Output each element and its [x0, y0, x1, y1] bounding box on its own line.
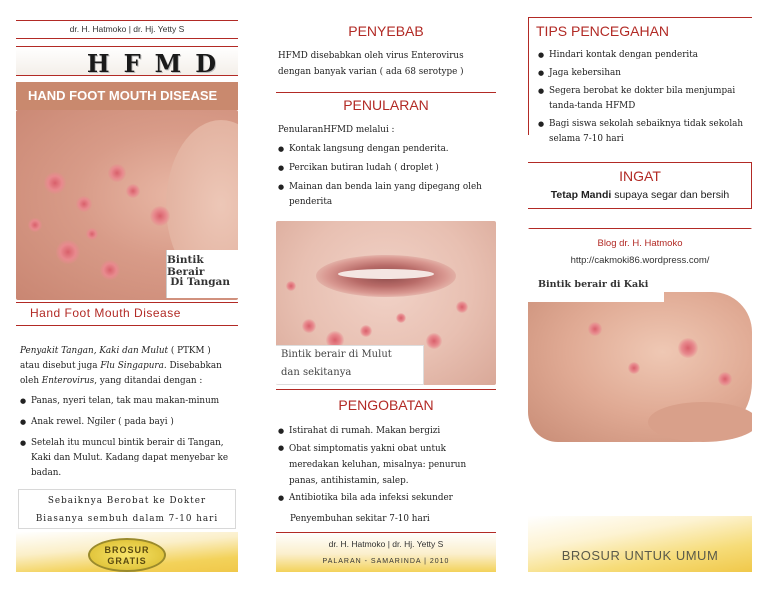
doctor-note-line1: Sebaiknya Berobat ke Dokter [47, 496, 207, 506]
pengobatan-item: ● Antibiotika bila ada infeksi sekunder [278, 491, 492, 506]
blog-url-link[interactable]: http://cakmoki86.wordpress.com/ [570, 255, 710, 266]
disease-banner: HAND FOOT MOUTH DISEASE [16, 82, 238, 110]
intro-text-1: ( PTKM ) [168, 346, 211, 356]
tips-item: ● Segera berobat ke dokter bila menjumpai tanda-tanda HFMD [538, 84, 750, 114]
foot-rash-photo [528, 292, 752, 442]
ingat-rest: supaya segar dan bersih [611, 189, 730, 201]
ingat-text [528, 189, 752, 201]
penularan-intro: PenularanHFMD melalui : [278, 125, 395, 135]
mouth-caption-line1: Bintik berair di Mulut [281, 349, 392, 360]
blog-box [528, 228, 752, 272]
panel3-wave [528, 516, 752, 572]
recovery-text: Penyembuhan sekitar 7-10 hari [290, 514, 430, 524]
doctor-note-box [18, 489, 236, 529]
mouth-rash-photo [276, 221, 496, 385]
blog-title: Blog dr. H. Hatmoko [597, 238, 683, 249]
top-rule [16, 20, 238, 21]
pengobatan-title: PENGOBATAN [338, 397, 434, 413]
penyebab-rule [276, 92, 496, 93]
blog-foot-panel [528, 228, 752, 442]
brochure-footer: BROSUR UNTUK UMUM [561, 548, 719, 563]
penularan-item: ● Mainan dan benda lain yang dipegang oleh penderita [278, 180, 492, 210]
intro-paragraph [20, 344, 232, 389]
intro-italic-3: Enterovirus [41, 376, 95, 386]
intro-text-5: , yang ditandai dengan : [94, 376, 203, 386]
tips-body-rule [528, 47, 529, 135]
panel2-footer [276, 532, 496, 572]
penularan-title: PENULARAN [343, 97, 429, 113]
hand-rash-photo [16, 110, 238, 300]
footer-place: PALARAN - SAMARINDA | 2010 [322, 558, 450, 565]
badge-line1: BROSUR [104, 545, 150, 555]
penyebab-text: HFMD disebabkan oleh virus Enterovirus dengan banyak varian ( ada 68 serotype ) [278, 51, 464, 77]
mouth-caption-line2: dan sekitanya [281, 367, 352, 378]
foot-caption: Bintik berair di Kaki [528, 276, 664, 302]
intro-text-2: atau disebut juga [20, 361, 101, 371]
badge-line2: GRATIS [107, 556, 147, 566]
tips-item: ● Bagi siswa sekolah sebaiknya tidak sekolah selama 7-10 hari [538, 117, 750, 147]
ingat-side-rule [751, 162, 752, 208]
hand-caption-line1: Bintik Berair [167, 254, 205, 278]
symptom-list [20, 394, 232, 487]
hfmd-logo: HFMD [86, 49, 230, 78]
free-brochure-badge [88, 538, 166, 572]
footer-rule [276, 532, 496, 533]
section-rule [16, 325, 238, 326]
intro-text-4: oleh [20, 376, 42, 386]
authors-rule [16, 38, 238, 39]
pengobatan-item: ● Istirahat di rumah. Makan bergizi [278, 424, 492, 439]
ingat-rule [528, 162, 752, 163]
symptom-item: ● Anak rewel. Ngiler ( pada bayi ) [20, 415, 232, 430]
penularan-item: ● Percikan butiran ludah ( droplet ) [278, 161, 492, 176]
pengobatan-list [278, 424, 492, 512]
logo-strip [16, 46, 238, 76]
photo-rule [16, 302, 238, 303]
penularan-item: ● Kontak langsung dengan penderita. [278, 142, 492, 157]
tips-top-rule [528, 17, 752, 18]
intro-italic-1: Penyakit Tangan, Kaki dan Mulut [20, 346, 169, 356]
pengobatan-item: ● Obat simptomatis yakni obat untuk meredakan keluhan, misalnya: penurun panas, antihistamin, salep. [278, 441, 492, 489]
tips-list [538, 48, 750, 153]
ingat-bottom-rule [528, 208, 752, 209]
photo2-rule [276, 389, 496, 390]
penularan-list [278, 142, 492, 216]
footer-authors: dr. H. Hatmoko | dr. Hj. Yetty S [328, 539, 444, 549]
symptom-item: ● Setelah itu muncul bintik berair di Tangan, Kaki dan Mulut. Kadang dapat menyebar ke badan. [20, 436, 232, 481]
symptom-item: ● Panas, nyeri telan, tak mau makan-minum [20, 394, 232, 409]
ingat-bold: Tetap Mandi [550, 189, 612, 201]
ingat-title: INGAT [619, 168, 661, 184]
hand-caption-line2: Di Tangan [170, 276, 230, 288]
intro-text-3: . Disebabkan [163, 361, 222, 371]
hand-caption-box [166, 250, 238, 298]
mouth-caption-box [276, 345, 424, 385]
authors-text: dr. H. Hatmoko | dr. Hj. Yetty S [69, 24, 185, 34]
doctor-note-line2: Biasanya sembuh dalam 7-10 hari [35, 514, 219, 524]
tips-item: ● Jaga kebersihan [538, 66, 750, 81]
intro-italic-2: Flu Singapura [100, 361, 164, 371]
section-title-hfmd: Hand Foot Mouth Disease [30, 306, 181, 320]
tips-item: ● Hindari kontak dengan penderita [538, 48, 750, 63]
tips-left-rule [528, 17, 529, 47]
penyebab-title: PENYEBAB [348, 23, 424, 39]
tips-title: TIPS PENCEGAHAN [536, 23, 670, 39]
